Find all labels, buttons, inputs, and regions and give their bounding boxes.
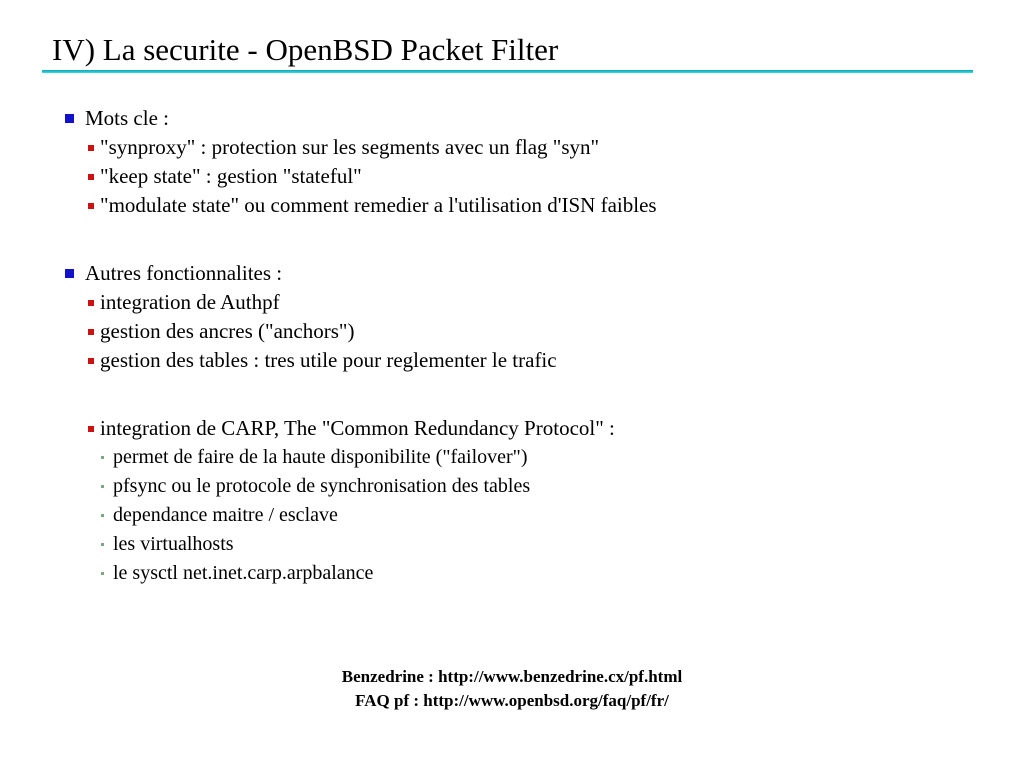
list-item xyxy=(0,259,1024,288)
list-item xyxy=(0,317,1024,346)
bullet-group-autres-fonctionnalites xyxy=(0,259,1024,375)
list-item-label: Mots cle : xyxy=(85,106,169,130)
slide-title: IV) La securite - OpenBSD Packet Filter xyxy=(52,32,559,67)
dot-bullet-icon xyxy=(101,572,104,575)
square-bullet-icon xyxy=(88,329,94,335)
list-item-label: integration de CARP, The "Common Redundancy Protocol" : xyxy=(100,416,615,440)
dot-bullet-icon xyxy=(101,543,104,546)
list-item xyxy=(0,104,1024,133)
dot-bullet-icon xyxy=(101,456,104,459)
list-item-label: "keep state" : gestion "stateful" xyxy=(100,164,362,188)
list-item xyxy=(0,559,1024,588)
list-item-label: permet de faire de la haute disponibilite ("failover") xyxy=(113,446,528,468)
square-bullet-icon xyxy=(65,269,74,278)
square-bullet-icon xyxy=(88,174,94,180)
list-item-label: les virtualhosts xyxy=(113,533,234,555)
list-item-label: dependance maitre / esclave xyxy=(113,504,338,526)
list-item-label: le sysctl net.inet.carp.arpbalance xyxy=(113,562,374,584)
square-bullet-icon xyxy=(88,203,94,209)
dot-bullet-icon xyxy=(101,485,104,488)
bullet-group-carp xyxy=(0,414,1024,588)
list-item-label: gestion des tables : tres utile pour reglementer le trafic xyxy=(100,348,557,372)
list-item-label: "modulate state" ou comment remedier a l'utilisation d'ISN faibles xyxy=(100,193,657,217)
dot-bullet-icon xyxy=(101,514,104,517)
bullet-group-mots-cle xyxy=(0,104,1024,220)
list-item-label: Autres fonctionnalites : xyxy=(85,261,283,285)
list-item xyxy=(0,472,1024,501)
list-item xyxy=(0,133,1024,162)
footer-link-faq-pf: FAQ pf : http://www.openbsd.org/faq/pf/fr/ xyxy=(355,691,669,710)
square-bullet-icon xyxy=(88,145,94,151)
square-bullet-icon xyxy=(88,300,94,306)
list-item-label: "synproxy" : protection sur les segments avec un flag "syn" xyxy=(100,135,600,159)
slide-body xyxy=(0,104,1024,588)
list-item xyxy=(0,414,1024,443)
square-bullet-icon xyxy=(88,426,94,432)
footer-link-benzedrine: Benzedrine : http://www.benzedrine.cx/pf.html xyxy=(341,667,683,686)
list-item-label: gestion des ancres ("anchors") xyxy=(100,319,355,343)
square-bullet-icon xyxy=(88,358,94,364)
list-item xyxy=(0,346,1024,375)
list-item-label: pfsync ou le protocole de synchronisation des tables xyxy=(113,475,531,497)
list-item xyxy=(0,443,1024,472)
list-item xyxy=(0,530,1024,559)
list-item-label: integration de Authpf xyxy=(100,290,280,314)
footer-links xyxy=(0,665,1024,713)
list-item xyxy=(0,288,1024,317)
title-underline-rule xyxy=(42,70,973,73)
list-item xyxy=(0,191,1024,220)
square-bullet-icon xyxy=(65,114,74,123)
list-item xyxy=(0,501,1024,530)
list-item xyxy=(0,162,1024,191)
